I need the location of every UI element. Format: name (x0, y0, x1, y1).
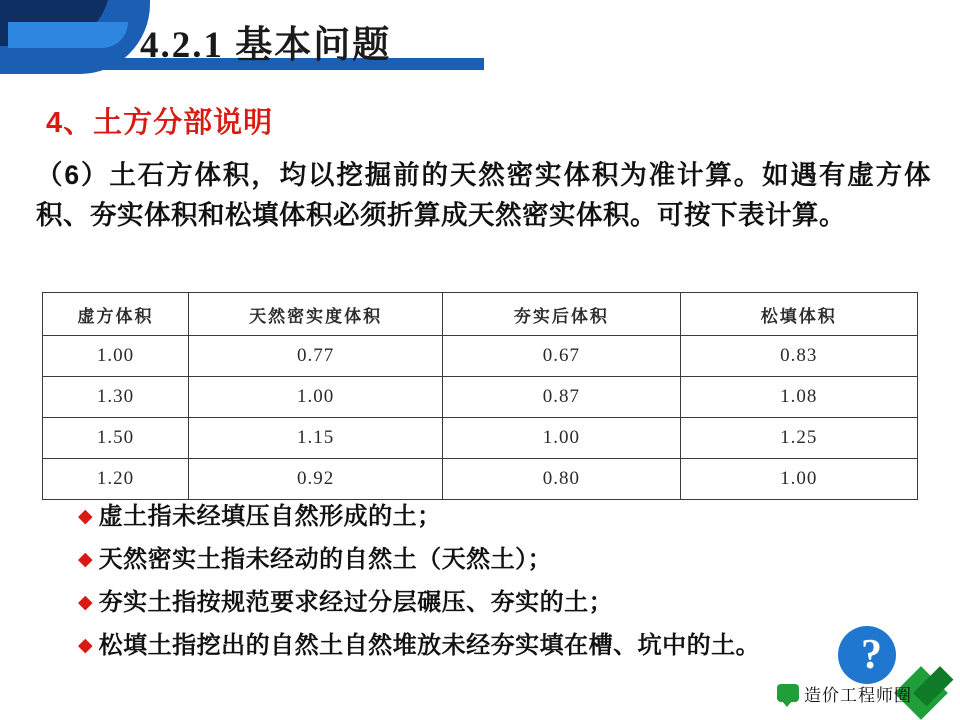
diamond-bullet-icon: ◆ (78, 592, 93, 613)
list-item (78, 500, 908, 534)
diamond-bullet-icon: ◆ (78, 549, 93, 570)
table-cell: 1.50 (43, 418, 189, 459)
question-mark-glyph: ? (861, 632, 882, 678)
table-column-header: 夯实后体积 (443, 293, 680, 336)
list-item-label: 松填土指挖出的自然土自然堆放未经夯实填在槽、坑中的土。 (98, 632, 761, 659)
watermark (702, 628, 952, 714)
table-cell: 1.00 (680, 459, 917, 500)
table-cell: 0.77 (189, 336, 443, 377)
table-cell: 0.80 (443, 459, 680, 500)
list-item-label: 夯实土指按规范要求经过分层碾压、夯实的土； (98, 589, 614, 616)
watermark-label-strip (777, 680, 912, 706)
list-item-label: 天然密实土指未经动的自然土（天然土）； (98, 546, 553, 573)
table-column-header: 松填体积 (680, 293, 917, 336)
conversion-table-container (42, 292, 918, 500)
table-row (43, 336, 918, 377)
header-decoration-highlight (8, 22, 128, 48)
list-item-label: 虚土指未经填压自然形成的土； (98, 503, 442, 530)
list-item (78, 586, 908, 620)
table-cell: 1.08 (680, 377, 917, 418)
table-row (43, 418, 918, 459)
slide-header (0, 0, 960, 78)
table-cell: 0.92 (189, 459, 443, 500)
table-cell: 1.15 (189, 418, 443, 459)
table-cell: 1.25 (680, 418, 917, 459)
table-cell: 0.83 (680, 336, 917, 377)
table-cell: 1.20 (43, 459, 189, 500)
table-cell: 1.30 (43, 377, 189, 418)
conversion-table (42, 292, 918, 500)
diamond-bullet-icon: ◆ (78, 635, 93, 656)
body-paragraph: （6）土石方体积，均以挖掘前的天然密实体积为准计算。如遇有虚方体积、夯实体积和松填体积必须折算成天然密实体积。可按下表计算。 (36, 160, 931, 230)
table-row (43, 377, 918, 418)
page-title: 4.2.1 基本问题 (140, 25, 392, 66)
table-cell: 1.00 (43, 336, 189, 377)
table-cell: 1.00 (189, 377, 443, 418)
table-cell: 1.00 (443, 418, 680, 459)
section-heading: 4、土方分部说明 (46, 107, 274, 139)
list-item (78, 543, 908, 577)
diamond-bullet-icon: ◆ (78, 506, 93, 527)
watermark-label: 造价工程师圈 (804, 685, 912, 705)
table-cell: 0.87 (443, 377, 680, 418)
table-column-header: 虚方体积 (43, 293, 189, 336)
wechat-chat-icon (777, 684, 799, 702)
table-row (43, 459, 918, 500)
table-header-row (43, 293, 918, 336)
table-column-header: 天然密实度体积 (189, 293, 443, 336)
table-cell: 0.67 (443, 336, 680, 377)
